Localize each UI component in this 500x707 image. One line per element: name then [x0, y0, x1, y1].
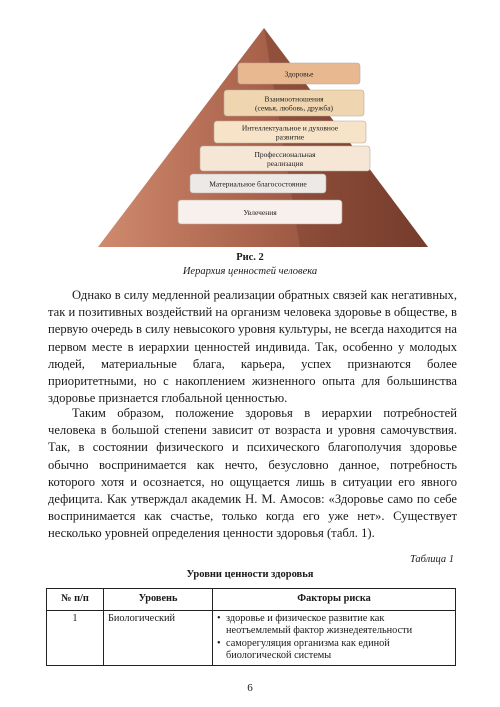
pyramid-level-label: (семья, любовь, дружба): [254, 103, 334, 113]
table-header-row: [47, 589, 456, 611]
pyramid-level: [190, 174, 326, 193]
health-value-levels-table: [46, 588, 456, 666]
table-title: Уровни ценности здоровья: [186, 569, 314, 580]
page-number: 6: [247, 682, 253, 694]
risk-factor-text: здоровье и физическое развитие как неотъемлемый фактор жизнедеятельности: [226, 612, 413, 636]
pyramid-level-label: Увлечения: [243, 207, 277, 217]
pyramid-level: [238, 63, 360, 84]
bullet-icon: •: [217, 637, 221, 649]
pyramid-level-label: реализация: [266, 158, 304, 168]
figure-number: Рис. 2: [236, 252, 264, 263]
risk-factor-item: [217, 613, 451, 638]
table-label: Таблица 1: [409, 554, 454, 565]
bullet-icon: •: [217, 612, 221, 624]
header-number: № п/п: [47, 589, 104, 611]
risk-factor-item: [217, 638, 451, 663]
pyramid-level: [200, 146, 370, 171]
pyramid-level: [224, 90, 364, 116]
values-hierarchy-pyramid: [0, 0, 500, 250]
pyramid-level-label: Профессиональная: [254, 149, 316, 159]
pyramid-level-label: Взаимоотношения: [264, 94, 324, 104]
risk-factor-text: саморегуляция организма как единой биологической системы: [226, 637, 390, 661]
pyramid-level-label: Здоровье: [284, 69, 314, 79]
body-paragraph: Однако в силу медленной реализации обратных связей как негативных, так и позитивных воздействий на организм человека здоровье в обществе, в первую очередь в силу невысокого уровня культуры, не всегда находится на первом месте в иерархии ценностей индивида. Так, особенно у молодых людей, материальные блага, карьера, успех признаются более приоритетными, но с накоплением жизненного опыта для большинства здоровье признается глобальной ценностью.: [48, 288, 457, 406]
row-number: 1: [47, 610, 104, 665]
pyramid-level-label: Интеллектуальное и духовное: [241, 123, 339, 133]
row-factors: [213, 610, 456, 665]
row-level: Биологический: [104, 610, 213, 665]
figure-caption: Иерархия ценностей человека: [182, 266, 318, 277]
pyramid-level: [178, 200, 342, 224]
table-row: [47, 610, 456, 665]
header-level: Уровень: [104, 589, 213, 611]
pyramid-level-label: Материальное благосостояние: [209, 179, 307, 189]
header-risk-factors: Факторы риска: [213, 589, 456, 611]
pyramid-level-label: развитие: [275, 132, 305, 142]
pyramid-level: [214, 121, 366, 143]
body-paragraph: Таким образом, положение здоровья в иерархии потребностей человека в большой степени зависит от возраста и уровня самочувствия. Так, в состоянии физического и психического благополучия здоровье обычно воспринимается как нечто, безусловно данное, потребность которого хотя и осознается, но ощущается лишь в ситуации его явного дефицита. Как утверждал академик Н. М. Амосов: «Здоровье само по себе воспринимается как счастье, только когда его уже нет». Существует несколько уровней определения ценности здоровья (табл. 1).: [48, 406, 457, 541]
